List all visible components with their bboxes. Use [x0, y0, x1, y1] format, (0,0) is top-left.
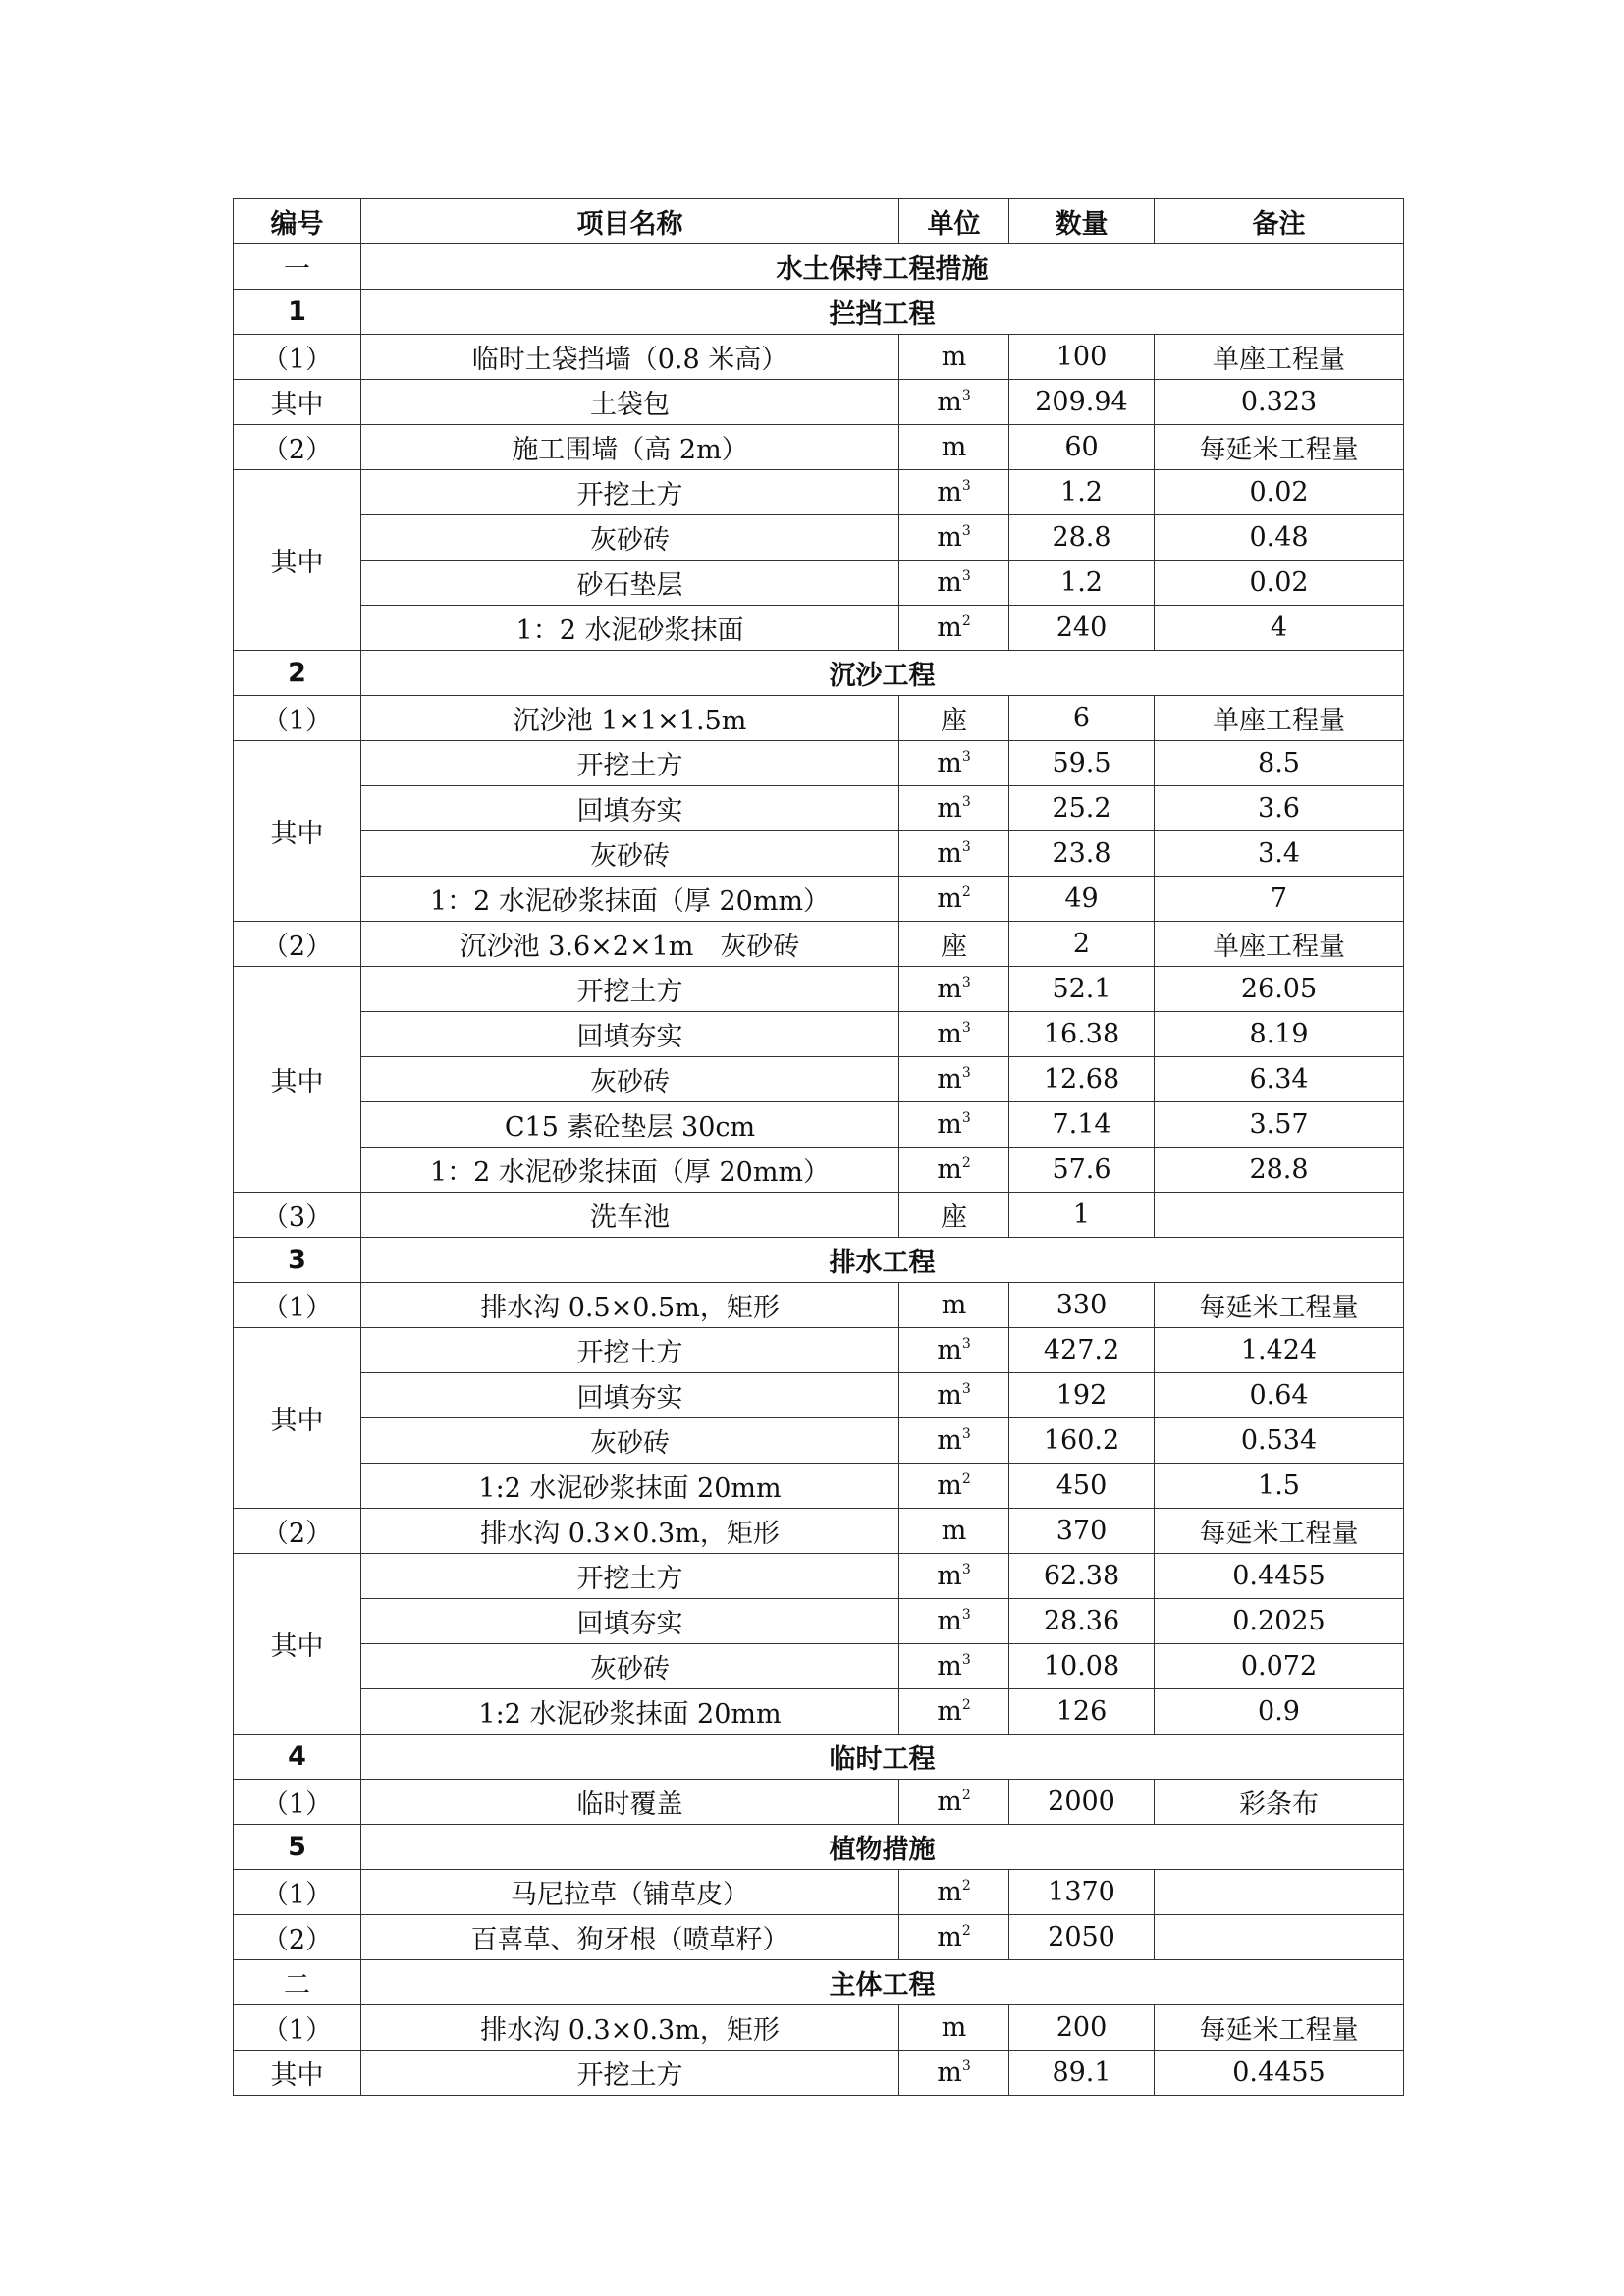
section-code: 1: [234, 290, 361, 335]
unit-text: m: [937, 1877, 962, 1907]
row-qty: 10.08: [1009, 1644, 1155, 1689]
row-qty: 6: [1009, 696, 1155, 741]
table-row: [234, 877, 1404, 922]
section-title: 水土保持工程措施: [361, 244, 1404, 290]
table-row: [234, 470, 1404, 515]
unit-text: m: [937, 1064, 962, 1095]
row-code: 其中: [234, 470, 361, 651]
row-name: 排水沟 0.5×0.5m，矩形: [361, 1283, 899, 1328]
row-name: 回填夯实: [361, 1012, 899, 1057]
table-row: [234, 1373, 1404, 1418]
unit-text: m: [941, 2012, 967, 2043]
unit-text: m: [937, 522, 962, 553]
unit-text: m: [941, 1290, 967, 1320]
table-row: [234, 2051, 1404, 2096]
table-row: [234, 335, 1404, 380]
row-code: （1）: [234, 2005, 361, 2051]
unit-text: m: [937, 613, 962, 643]
row-note: 6.34: [1155, 1057, 1404, 1102]
unit-text: m: [937, 567, 962, 598]
row-qty: 1.2: [1009, 561, 1155, 606]
row-code: （1）: [234, 1870, 361, 1915]
table-row: [234, 561, 1404, 606]
unit-text: m: [937, 1380, 962, 1411]
row-note: [1155, 1915, 1404, 1960]
row-note: 0.64: [1155, 1373, 1404, 1418]
row-note: 0.9: [1155, 1689, 1404, 1735]
row-name: 百喜草、狗牙根（喷草籽）: [361, 1915, 899, 1960]
row-note: [1155, 1870, 1404, 1915]
unit-text: m: [937, 1470, 962, 1501]
row-name: 1:2 水泥砂浆抹面 20mm: [361, 1689, 899, 1735]
row-unit: [899, 1012, 1009, 1057]
unit-exponent: 2: [961, 884, 971, 900]
row-qty: 16.38: [1009, 1012, 1155, 1057]
row-note: 每延米工程量: [1155, 425, 1404, 470]
table-row: [234, 922, 1404, 967]
row-name: 灰砂砖: [361, 515, 899, 561]
row-qty: 62.38: [1009, 1554, 1155, 1599]
unit-exponent: 3: [961, 1652, 971, 1668]
unit-text: m: [937, 883, 962, 914]
unit-text: m: [937, 2057, 962, 2088]
row-code: 其中: [234, 2051, 361, 2096]
row-note: 0.02: [1155, 470, 1404, 515]
row-note: 0.323: [1155, 380, 1404, 425]
row-qty: 450: [1009, 1464, 1155, 1509]
row-name: 施工围墙（高 2m）: [361, 425, 899, 470]
row-note: 每延米工程量: [1155, 2005, 1404, 2051]
row-name: 洗车池: [361, 1193, 899, 1238]
row-note: 1.424: [1155, 1328, 1404, 1373]
row-qty: 52.1: [1009, 967, 1155, 1012]
row-qty: 23.8: [1009, 831, 1155, 877]
row-unit: [899, 1870, 1009, 1915]
row-unit: [899, 425, 1009, 470]
row-name: 灰砂砖: [361, 1057, 899, 1102]
row-note: 每延米工程量: [1155, 1509, 1404, 1554]
row-unit: [899, 1418, 1009, 1464]
unit-text: 座: [941, 706, 967, 736]
row-unit: [899, 1689, 1009, 1735]
row-qty: 100: [1009, 335, 1155, 380]
row-note: 彩条布: [1155, 1780, 1404, 1825]
header-code: 编号: [234, 199, 361, 244]
table-row: [234, 1418, 1404, 1464]
row-unit: [899, 1780, 1009, 1825]
row-note: 0.534: [1155, 1418, 1404, 1464]
unit-text: m: [937, 477, 962, 507]
row-unit: [899, 2005, 1009, 2051]
unit-text: m: [937, 748, 962, 778]
unit-exponent: 3: [961, 749, 971, 765]
row-note: 26.05: [1155, 967, 1404, 1012]
row-qty: 2000: [1009, 1780, 1155, 1825]
row-code: 其中: [234, 1328, 361, 1509]
unit-text: m: [937, 838, 962, 869]
unit-text: 座: [941, 932, 967, 962]
unit-exponent: 2: [961, 1697, 971, 1713]
row-name: 沉沙池 3.6×2×1m 灰砂砖: [361, 922, 899, 967]
unit-exponent: 3: [961, 839, 971, 855]
row-unit: [899, 1328, 1009, 1373]
unit-exponent: 3: [961, 1065, 971, 1081]
row-qty: 427.2: [1009, 1328, 1155, 1373]
row-note: 3.6: [1155, 786, 1404, 831]
row-unit: [899, 1373, 1009, 1418]
row-name: 1：2 水泥砂浆抹面（厚 20mm）: [361, 877, 899, 922]
row-qty: 1.2: [1009, 470, 1155, 515]
table-row: [234, 1283, 1404, 1328]
row-qty: 49: [1009, 877, 1155, 922]
row-qty: 240: [1009, 606, 1155, 651]
table-row: [234, 1012, 1404, 1057]
table-row: [234, 967, 1404, 1012]
row-unit: [899, 1644, 1009, 1689]
row-name: C15 素砼垫层 30cm: [361, 1102, 899, 1148]
row-note: 28.8: [1155, 1148, 1404, 1193]
row-code: （1）: [234, 335, 361, 380]
row-unit: [899, 380, 1009, 425]
unit-text: m: [937, 1651, 962, 1682]
row-unit: [899, 696, 1009, 741]
row-name: 开挖土方: [361, 741, 899, 786]
unit-exponent: 2: [961, 1923, 971, 1939]
row-unit: [899, 1057, 1009, 1102]
row-code: 其中: [234, 1554, 361, 1735]
row-unit: [899, 922, 1009, 967]
row-qty: 330: [1009, 1283, 1155, 1328]
table-row: [234, 1644, 1404, 1689]
row-note: 单座工程量: [1155, 335, 1404, 380]
row-name: 开挖土方: [361, 470, 899, 515]
row-note: 单座工程量: [1155, 696, 1404, 741]
unit-exponent: 3: [961, 1562, 971, 1577]
row-note: 8.19: [1155, 1012, 1404, 1057]
unit-text: m: [937, 1561, 962, 1591]
table-row: [234, 831, 1404, 877]
section-row: [234, 1735, 1404, 1780]
unit-text: m: [937, 1335, 962, 1365]
row-name: 1:2 水泥砂浆抹面 20mm: [361, 1464, 899, 1509]
unit-exponent: 3: [961, 1426, 971, 1442]
section-row: [234, 1960, 1404, 2005]
unit-text: m: [937, 974, 962, 1004]
row-code: （1）: [234, 696, 361, 741]
row-unit: [899, 831, 1009, 877]
unit-exponent: 2: [961, 1471, 971, 1487]
unit-exponent: 3: [961, 794, 971, 810]
row-note: 1.5: [1155, 1464, 1404, 1509]
unit-exponent: 3: [961, 1607, 971, 1623]
unit-text: m: [937, 1154, 962, 1185]
unit-text: m: [937, 387, 962, 417]
row-qty: 2050: [1009, 1915, 1155, 1960]
table-row: [234, 1193, 1404, 1238]
row-unit: [899, 606, 1009, 651]
row-unit: [899, 1193, 1009, 1238]
header-unit: 单位: [899, 199, 1009, 244]
row-code: （2）: [234, 922, 361, 967]
unit-text: m: [937, 1425, 962, 1456]
row-qty: 12.68: [1009, 1057, 1155, 1102]
row-name: 灰砂砖: [361, 831, 899, 877]
section-title: 沉沙工程: [361, 651, 1404, 696]
row-unit: [899, 967, 1009, 1012]
row-name: 排水沟 0.3×0.3m，矩形: [361, 1509, 899, 1554]
unit-exponent: 2: [961, 1788, 971, 1803]
row-name: 开挖土方: [361, 2051, 899, 2096]
row-qty: 2: [1009, 922, 1155, 967]
row-code: 其中: [234, 380, 361, 425]
unit-exponent: 3: [961, 1020, 971, 1036]
row-qty: 59.5: [1009, 741, 1155, 786]
section-title: 临时工程: [361, 1735, 1404, 1780]
section-title: 主体工程: [361, 1960, 1404, 2005]
row-note: 8.5: [1155, 741, 1404, 786]
table-row: [234, 606, 1404, 651]
row-qty: 1370: [1009, 1870, 1155, 1915]
unit-text: m: [937, 1109, 962, 1140]
section-code: 二: [234, 1960, 361, 2005]
row-code: （1）: [234, 1780, 361, 1825]
section-code: 2: [234, 651, 361, 696]
unit-text: m: [937, 1922, 962, 1952]
unit-exponent: 3: [961, 1110, 971, 1126]
row-code: （2）: [234, 425, 361, 470]
row-name: 灰砂砖: [361, 1418, 899, 1464]
row-name: 回填夯实: [361, 1599, 899, 1644]
row-unit: [899, 1102, 1009, 1148]
unit-text: m: [941, 1516, 967, 1546]
row-note: 0.072: [1155, 1644, 1404, 1689]
unit-text: m: [937, 793, 962, 824]
unit-text: m: [937, 1696, 962, 1727]
header-qty: 数量: [1009, 199, 1155, 244]
row-unit: [899, 877, 1009, 922]
unit-text: m: [941, 342, 967, 372]
row-name: 马尼拉草（铺草皮）: [361, 1870, 899, 1915]
row-qty: 370: [1009, 1509, 1155, 1554]
section-title: 植物措施: [361, 1825, 1404, 1870]
section-row: [234, 1825, 1404, 1870]
row-code: （2）: [234, 1915, 361, 1960]
table-row: [234, 1509, 1404, 1554]
section-code: 4: [234, 1735, 361, 1780]
table-row: [234, 741, 1404, 786]
unit-exponent: 2: [961, 614, 971, 629]
row-qty: 126: [1009, 1689, 1155, 1735]
row-qty: 7.14: [1009, 1102, 1155, 1148]
table-row: [234, 1599, 1404, 1644]
section-row: [234, 651, 1404, 696]
row-qty: 1: [1009, 1193, 1155, 1238]
table-row: [234, 1780, 1404, 1825]
row-code: 其中: [234, 967, 361, 1193]
row-note: 0.4455: [1155, 1554, 1404, 1599]
row-qty: 160.2: [1009, 1418, 1155, 1464]
unit-exponent: 3: [961, 2058, 971, 2074]
row-note: 7: [1155, 877, 1404, 922]
row-note: 0.02: [1155, 561, 1404, 606]
row-name: 开挖土方: [361, 1554, 899, 1599]
row-name: 开挖土方: [361, 967, 899, 1012]
row-note: 4: [1155, 606, 1404, 651]
table-row: [234, 2005, 1404, 2051]
row-unit: [899, 561, 1009, 606]
header-note: 备注: [1155, 199, 1404, 244]
table-row: [234, 1057, 1404, 1102]
unit-exponent: 3: [961, 975, 971, 990]
row-note: 0.2025: [1155, 1599, 1404, 1644]
row-qty: 209.94: [1009, 380, 1155, 425]
row-name: 1：2 水泥砂浆抹面（厚 20mm）: [361, 1148, 899, 1193]
row-qty: 57.6: [1009, 1148, 1155, 1193]
row-name: 开挖土方: [361, 1328, 899, 1373]
row-name: 1：2 水泥砂浆抹面: [361, 606, 899, 651]
row-name: 沉沙池 1×1×1.5m: [361, 696, 899, 741]
table-row: [234, 380, 1404, 425]
unit-exponent: 3: [961, 568, 971, 584]
row-unit: [899, 1464, 1009, 1509]
row-note: 单座工程量: [1155, 922, 1404, 967]
row-name: 砂石垫层: [361, 561, 899, 606]
unit-exponent: 3: [961, 478, 971, 494]
row-note: 3.57: [1155, 1102, 1404, 1148]
row-qty: 25.2: [1009, 786, 1155, 831]
table-row: [234, 1554, 1404, 1599]
section-row: [234, 1238, 1404, 1283]
row-qty: 60: [1009, 425, 1155, 470]
row-qty: 192: [1009, 1373, 1155, 1418]
quantity-table: [233, 198, 1404, 2096]
row-name: 回填夯实: [361, 1373, 899, 1418]
row-unit: [899, 2051, 1009, 2096]
section-code: 5: [234, 1825, 361, 1870]
row-unit: [899, 741, 1009, 786]
row-code: 其中: [234, 741, 361, 922]
row-unit: [899, 1509, 1009, 1554]
row-unit: [899, 1915, 1009, 1960]
unit-text: m: [937, 1787, 962, 1817]
row-unit: [899, 470, 1009, 515]
row-unit: [899, 1148, 1009, 1193]
row-unit: [899, 515, 1009, 561]
table-row: [234, 1102, 1404, 1148]
row-qty: 28.36: [1009, 1599, 1155, 1644]
section-title: 拦挡工程: [361, 290, 1404, 335]
header-row: [234, 199, 1404, 244]
row-code: （3）: [234, 1193, 361, 1238]
unit-exponent: 3: [961, 1381, 971, 1397]
unit-exponent: 3: [961, 388, 971, 403]
unit-text: m: [937, 1019, 962, 1049]
row-name: 回填夯实: [361, 786, 899, 831]
row-note: 0.48: [1155, 515, 1404, 561]
row-unit: [899, 786, 1009, 831]
row-name: 灰砂砖: [361, 1644, 899, 1689]
section-code: 3: [234, 1238, 361, 1283]
table-row: [234, 515, 1404, 561]
section-code: 一: [234, 244, 361, 290]
table-row: [234, 786, 1404, 831]
table-row: [234, 425, 1404, 470]
row-unit: [899, 1599, 1009, 1644]
unit-exponent: 3: [961, 523, 971, 539]
row-note: [1155, 1193, 1404, 1238]
row-name: 土袋包: [361, 380, 899, 425]
row-name: 临时覆盖: [361, 1780, 899, 1825]
row-note: 3.4: [1155, 831, 1404, 877]
unit-exponent: 2: [961, 1155, 971, 1171]
table-row: [234, 1328, 1404, 1373]
section-row: [234, 290, 1404, 335]
unit-exponent: 3: [961, 1336, 971, 1352]
unit-exponent: 2: [961, 1878, 971, 1894]
table-row: [234, 1689, 1404, 1735]
row-unit: [899, 1554, 1009, 1599]
table-row: [234, 696, 1404, 741]
row-note: 0.4455: [1155, 2051, 1404, 2096]
unit-text: m: [937, 1606, 962, 1636]
row-qty: 200: [1009, 2005, 1155, 2051]
row-qty: 89.1: [1009, 2051, 1155, 2096]
header-name: 项目名称: [361, 199, 899, 244]
row-unit: [899, 1283, 1009, 1328]
row-unit: [899, 335, 1009, 380]
table-row: [234, 1915, 1404, 1960]
section-row: [234, 244, 1404, 290]
row-qty: 28.8: [1009, 515, 1155, 561]
section-title: 排水工程: [361, 1238, 1404, 1283]
row-note: 每延米工程量: [1155, 1283, 1404, 1328]
row-name: 临时土袋挡墙（0.8 米高）: [361, 335, 899, 380]
row-code: （2）: [234, 1509, 361, 1554]
row-name: 排水沟 0.3×0.3m，矩形: [361, 2005, 899, 2051]
row-code: （1）: [234, 1283, 361, 1328]
table-row: [234, 1464, 1404, 1509]
unit-text: 座: [941, 1202, 967, 1233]
unit-text: m: [941, 432, 967, 462]
table-row: [234, 1870, 1404, 1915]
table-row: [234, 1148, 1404, 1193]
